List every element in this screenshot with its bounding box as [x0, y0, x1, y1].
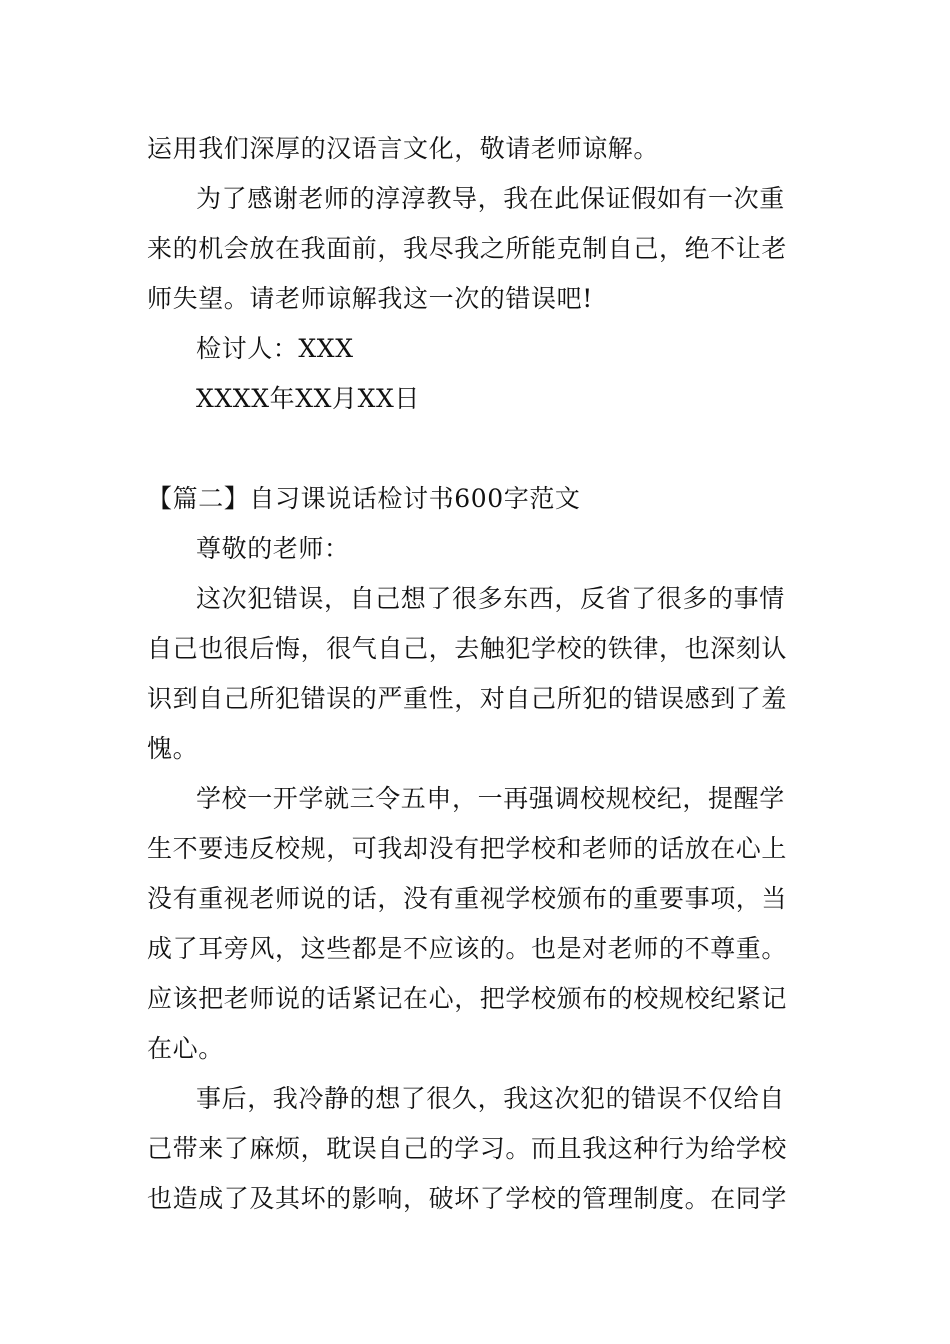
text-line: 识到自己所犯错误的严重性，对自己所犯的错误感到了羞	[147, 684, 788, 713]
signature-line: 检讨人：XXX	[196, 334, 354, 363]
text-line: 运用我们深厚的汉语言文化，敬请老师谅解。	[147, 134, 660, 163]
text-line: 师失望。请老师谅解我这一次的错误吧!	[147, 284, 593, 313]
section-heading: 【篇二】自习课说话检讨书600字范文	[147, 484, 581, 513]
date-line: XXXX年XX月XX日	[196, 384, 420, 413]
text-line: 也造成了及其坏的影响，破坏了学校的管理制度。在同学	[147, 1184, 788, 1213]
salutation: 尊敬的老师：	[196, 534, 350, 563]
text-line: 为了感谢老师的淳淳教导，我在此保证假如有一次重	[196, 184, 785, 213]
text-line: 在心。	[147, 1034, 224, 1063]
text-line: 成了耳旁风，这些都是不应该的。也是对老师的不尊重。	[147, 934, 788, 963]
text-line: 没有重视老师说的话，没有重视学校颁布的重要事项，当	[147, 884, 788, 913]
text-line: 愧。	[147, 734, 199, 763]
text-line: 这次犯错误，自己想了很多东西，反省了很多的事情	[196, 584, 785, 613]
text-line: 己带来了麻烦，耽误自己的学习。而且我这种行为给学校	[147, 1134, 788, 1163]
text-line: 生不要违反校规，可我却没有把学校和老师的话放在心上	[147, 834, 788, 863]
text-line: 来的机会放在我面前，我尽我之所能克制自己，绝不让老	[147, 234, 788, 263]
text-line: 应该把老师说的话紧记在心，把学校颁布的校规校纪紧记	[147, 984, 788, 1013]
text-line: 学校一开学就三令五申，一再强调校规校纪，提醒学	[196, 784, 785, 813]
text-line: 自己也很后悔，很气自己，去触犯学校的铁律，也深刻认	[147, 634, 788, 663]
text-line: 事后，我冷静的想了很久，我这次犯的错误不仅给自	[196, 1084, 785, 1113]
